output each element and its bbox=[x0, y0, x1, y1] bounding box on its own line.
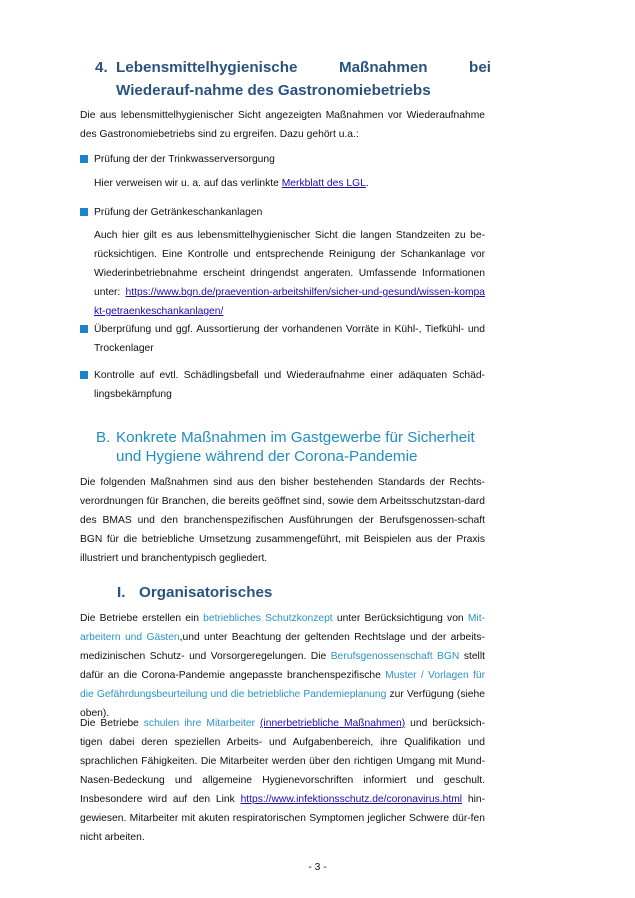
highlight-mitarbeiter-gaeste: Mit-arbeitern und Gästen bbox=[80, 613, 485, 643]
detail-text: Auch hier gilt es aus lebensmittelhygienischer Sicht die langen Standzeiten zu be-rücksichtigen. Eine Kontrolle und entsprechende Reinigung der Schankanlage vor Wiederinbetriebnahme erscheint dringendst angeraten. Umfassende Informationen unter: bbox=[94, 230, 485, 298]
section-title-line1: Konkrete Maßnahmen im Gastgewerbe für Sicherheit bbox=[116, 429, 475, 446]
text: Die Betriebe erstellen ein bbox=[80, 613, 204, 624]
bullet-item bbox=[80, 320, 485, 358]
text: hin-gewiesen. Mitarbeiter mit akuten respiratorischen Symptomen jeglicher Schwere dür-fen nicht arbeiten. bbox=[80, 794, 486, 843]
section-number: I. bbox=[117, 584, 126, 601]
square-bullet-icon bbox=[80, 325, 88, 333]
section-number: 4. bbox=[95, 59, 108, 76]
text: und berücksich-tigen dabei deren speziellen Arbeits- und Aufgabenbereich, ihre Qualifikation und sprachlichen Fähigkeiten. Die Mitarbeiter werden über den richtigen Umgang mit Mund-Nasen-Bedeckung und allgemeine Hygienevorschriften informiert und geschult. Insbesondere wird auf den Link bbox=[80, 718, 485, 805]
section-4-heading bbox=[95, 56, 491, 102]
section-number: B. bbox=[96, 429, 111, 446]
highlight-muster-vorlagen: Muster / Vorlagen für die Gefährdungsbeurteilung und die betriebliche Pandemieplanung bbox=[80, 670, 486, 700]
highlight-schulen: schulen ihre Mitarbeiter bbox=[143, 718, 256, 729]
text: zur Verfügung (siehe oben). bbox=[80, 689, 485, 719]
text: unter Berücksichtigung von bbox=[332, 613, 468, 624]
bullet-detail bbox=[94, 226, 485, 321]
detail-text: Hier verweisen wir u. a. auf das verlinkte bbox=[94, 178, 282, 189]
section-i-heading bbox=[117, 584, 272, 601]
bullet-item bbox=[80, 366, 485, 404]
text: ,und unter Beachtung der geltenden Rechtslage und der arbeits-medizinischen Schutz- und Vorsorgeregelungen. Die bbox=[80, 632, 485, 662]
square-bullet-icon bbox=[80, 208, 88, 216]
bullet-item bbox=[80, 150, 485, 169]
text: stellt dafür an die Corona-Pandemie angepasste branchenspezifische bbox=[80, 651, 485, 681]
section-4-intro: Die aus lebensmittelhygienischer Sicht angezeigten Maßnahmen vor Wiederaufnahme des Gastronomiebetriebs sind zu ergreifen. Dazu gehört u.a.: bbox=[80, 110, 485, 140]
bullet-label: Prüfung der Getränkeschankanlagen bbox=[94, 207, 263, 218]
bullet-detail bbox=[94, 174, 485, 193]
detail-text: . bbox=[365, 178, 369, 189]
highlight-bgn: Berufsgenossenschaft BGN bbox=[330, 651, 460, 662]
square-bullet-icon bbox=[80, 371, 88, 379]
page-number: - 3 - bbox=[308, 862, 327, 873]
merkblatt-lgl-link[interactable]: Merkblatt des LGL bbox=[281, 178, 366, 189]
bullet-label: Überprüfung und ggf. Aussortierung der vorhandenen Vorräte in Kühl-, Tiefkühl- und Trockenlager bbox=[94, 324, 485, 354]
section-b-body: Die folgenden Maßnahmen sind aus den bisher bestehenden Standards der Rechts-verordnungen für Branchen, die bereits geöffnet sind, sowie dem Arbeitsschutzstan-dard des BMAS und den branchenspezifischen Ausführungen der Berufsgenossen-schaft BGN für die betriebliche Umsetzung zusammengeführt, mit Beispielen aus der Praxis illustriert und branchentypisch gegliedert. bbox=[80, 477, 485, 564]
bullet-label: Kontrolle auf evtl. Schädlingsbefall und Wiederaufnahme einer adäquaten Schäd-lingsbekämpfung bbox=[94, 370, 485, 400]
infektionsschutz-link[interactable]: https://www.infektionsschutz.de/coronavirus.html bbox=[240, 794, 463, 805]
bullet-label: Prüfung der der Trinkwasserversorgung bbox=[94, 154, 275, 165]
bullet-item bbox=[80, 203, 485, 222]
organisatorisches-paragraph-2 bbox=[80, 714, 485, 847]
section-b-heading bbox=[96, 428, 475, 466]
organisatorisches-paragraph-1 bbox=[80, 609, 485, 723]
section-title: Lebensmittelhygienische Maßnahmen bei Wiederauf-nahme des Gastronomiebetriebs bbox=[116, 59, 491, 99]
square-bullet-icon bbox=[80, 155, 88, 163]
section-title: Organisatorisches bbox=[139, 584, 273, 601]
innerbetriebliche-massnahmen-link[interactable]: (innerbetriebliche Maßnahmen) bbox=[260, 718, 406, 729]
bgn-getraenkeschankanlagen-link[interactable]: https://www.bgn.de/praevention-arbeitshilfen/sicher-und-gesund/wissen-kompakt-getraenkeschankanlagen/ bbox=[94, 287, 485, 317]
text: Die Betriebe bbox=[80, 718, 144, 729]
highlight-schutzkonzept: betriebliches Schutzkonzept bbox=[203, 613, 333, 624]
section-title-line2: und Hygiene während der Corona-Pandemie bbox=[116, 448, 418, 465]
